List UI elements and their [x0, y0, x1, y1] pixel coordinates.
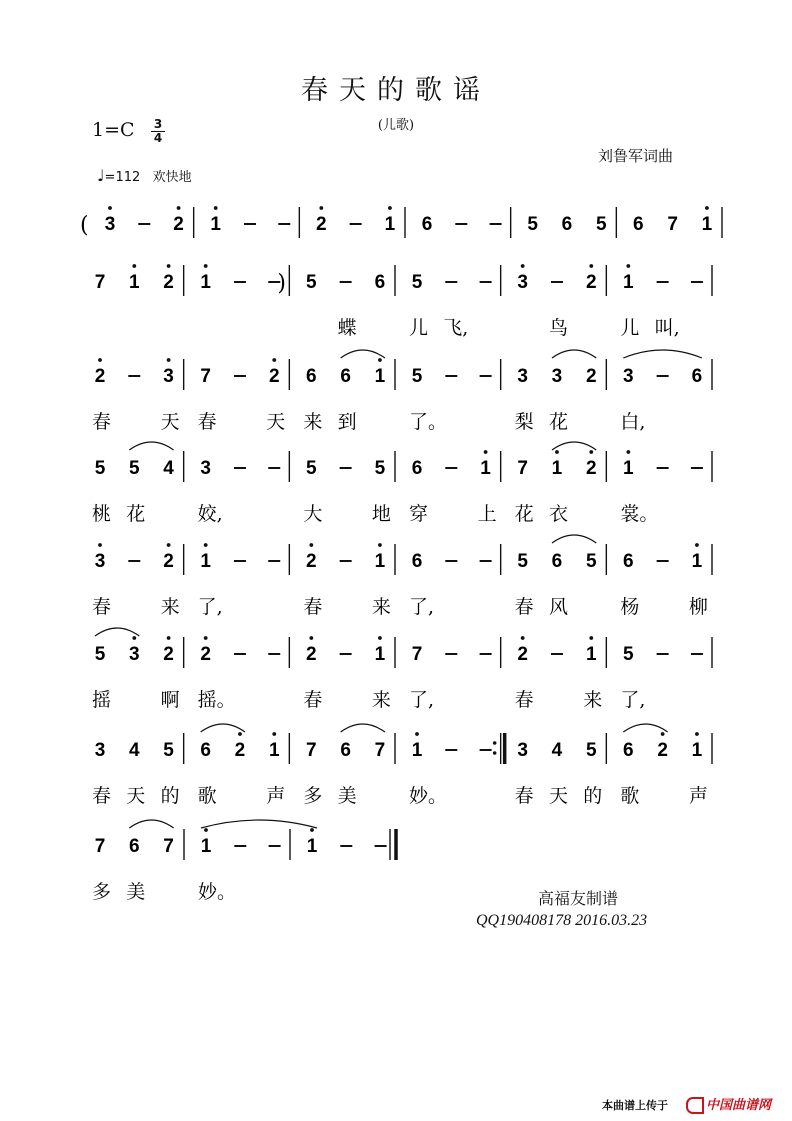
lyric-word: 春 [303, 596, 323, 618]
lyric-word: 美 [337, 785, 357, 807]
note-number: 5 [585, 740, 597, 761]
octave-dot [589, 636, 593, 640]
lyric-word: 穿 [409, 503, 429, 525]
octave-dot [204, 264, 208, 268]
note-number: 6 [623, 740, 634, 761]
note-number: 5 [595, 214, 607, 235]
lyric-word: 白, [620, 411, 646, 433]
song-title: 春天的歌谣 [301, 75, 491, 106]
octave-dot [415, 732, 419, 736]
lyric-word: 地 [371, 503, 391, 525]
octave-dot [309, 636, 313, 640]
lyric-word: 春 [197, 411, 217, 433]
note-number: 5 [623, 644, 634, 665]
note-number: 7 [163, 836, 174, 857]
tempo-value: =112 [104, 170, 141, 185]
lyric-word: 春 [514, 785, 534, 807]
note-number: 4 [551, 740, 563, 761]
octave-dot [589, 264, 593, 268]
lyric-word: 妙。 [409, 785, 448, 807]
lyric-word: 花 [548, 411, 568, 433]
lyric-word: 歌 [620, 785, 640, 807]
note-number: 3 [163, 366, 174, 387]
site-logo-icon [686, 1097, 704, 1114]
close-paren: ) [277, 271, 286, 296]
lyric-word: 春 [92, 785, 112, 807]
note-number: 5 [94, 644, 106, 665]
octave-dot [378, 543, 382, 547]
note-number: 3 [104, 214, 116, 235]
lyric-word: 裳。 [620, 503, 659, 525]
lyric-word: 大 [303, 503, 323, 525]
note-number: 1 [200, 836, 212, 857]
note-number: 2 [517, 644, 528, 665]
lyric-word: 天 [160, 411, 180, 433]
note-number: 2 [306, 644, 317, 665]
note-number: 3 [94, 740, 106, 761]
lyric-word: 飞, [443, 317, 469, 339]
octave-dot [204, 828, 208, 832]
repeat-dot [493, 751, 497, 755]
note-number: 5 [306, 458, 317, 479]
octave-dot [272, 358, 276, 362]
note-number: 1 [411, 740, 423, 761]
note-number: 1 [623, 272, 634, 293]
octave-dot [626, 450, 630, 454]
note-number: 3 [517, 272, 528, 293]
lyric-word: 摇 [92, 689, 112, 711]
note-number: 2 [200, 644, 211, 665]
note-number: 7 [374, 740, 386, 761]
note-number: 7 [94, 272, 106, 293]
note-number: 6 [691, 366, 703, 387]
note-number: 7 [667, 214, 678, 235]
note-number: 1 [210, 214, 221, 235]
song-subtitle: (儿歌) [377, 118, 415, 133]
lyric-word: 姣, [197, 503, 223, 525]
lyric-word: 桃 [92, 503, 112, 525]
lyric-word: 天 [126, 785, 146, 807]
lyric-word: 春 [514, 689, 534, 711]
octave-dot [167, 264, 171, 268]
site-logo-text: 中国曲谱网 [706, 1098, 772, 1113]
note-number: 2 [585, 272, 597, 293]
lyric-word: 衣 [548, 503, 568, 525]
note-number: 6 [374, 272, 386, 293]
octave-dot [272, 732, 276, 736]
note-number: 1 [374, 644, 386, 665]
note-number: 1 [374, 366, 386, 387]
lyric-word: 来 [583, 689, 603, 711]
lyric-word: 天 [548, 785, 568, 807]
slur-curve [623, 724, 667, 732]
octave-dot [309, 543, 313, 547]
time-signature-bottom: 4 [151, 131, 165, 145]
open-paren: ( [80, 213, 89, 238]
octave-dot [167, 543, 171, 547]
lyric-word: 天 [266, 411, 286, 433]
octave-dot [626, 264, 630, 268]
note-number: 6 [340, 366, 351, 387]
quarter-note-icon: ♩ [97, 166, 105, 185]
octave-dot [98, 543, 102, 547]
lyric-word: 蝶 [337, 317, 357, 339]
lyric-word: 儿 [409, 317, 429, 339]
octave-dot [167, 358, 171, 362]
slur-curve [552, 535, 596, 543]
lyric-word: 来 [371, 596, 391, 618]
note-number: 7 [200, 366, 211, 387]
lyric-word: 叫, [654, 317, 680, 339]
note-number: 1 [585, 644, 597, 665]
octave-dot [319, 206, 323, 210]
note-number: 6 [411, 551, 423, 572]
note-number: 3 [200, 458, 211, 479]
note-number: 7 [94, 836, 106, 857]
slur-curve [341, 724, 385, 732]
repeat-dot [493, 741, 497, 745]
lyric-word: 杨 [620, 596, 640, 618]
octave-dot [177, 206, 181, 210]
octave-dot [204, 543, 208, 547]
note-number: 6 [200, 740, 211, 761]
octave-dot [695, 732, 699, 736]
note-number: 6 [340, 740, 351, 761]
octave-dot [310, 828, 314, 832]
lyric-word: 上 [477, 503, 497, 525]
note-number: 3 [623, 366, 634, 387]
lyric-word: 春 [92, 596, 112, 618]
lyric-word: 来 [303, 411, 323, 433]
note-number: 1 [200, 551, 211, 572]
octave-dot [705, 206, 709, 210]
octave-dot [108, 206, 112, 210]
octave-dot [661, 732, 665, 736]
note-number: 1 [268, 740, 280, 761]
octave-dot [214, 206, 218, 210]
slur-curve [341, 350, 385, 358]
note-number: 1 [701, 214, 713, 235]
note-number: 6 [551, 551, 563, 572]
slur-curve [201, 820, 317, 828]
note-number: 1 [384, 214, 396, 235]
note-number: 4 [163, 458, 174, 479]
note-number: 2 [585, 458, 597, 479]
note-number: 5 [527, 214, 538, 235]
note-number: 5 [94, 458, 106, 479]
lyric-word: 多 [303, 785, 323, 807]
note-number: 4 [129, 740, 140, 761]
lyric-word: 啊 [160, 689, 180, 711]
lyric-word: 到 [337, 411, 357, 433]
octave-dot [484, 450, 488, 454]
lyric-word: 声 [688, 785, 708, 807]
lyric-word: 了, [197, 596, 223, 618]
key-signature: 1=C [92, 119, 135, 141]
octave-dot [521, 636, 525, 640]
slur-curve [129, 442, 173, 450]
lyric-word: 来 [160, 596, 180, 618]
lyric-word: 来 [371, 689, 391, 711]
note-number: 5 [517, 551, 528, 572]
slur-curve [552, 442, 596, 450]
octave-dot [378, 358, 382, 362]
upload-note: 本曲谱上传于 [602, 1099, 668, 1112]
note-number: 5 [306, 272, 317, 293]
note-number: 6 [633, 214, 644, 235]
note-number: 2 [316, 214, 327, 235]
lyric-word: 了。 [409, 411, 448, 433]
transcriber-credit: 高福友制谱 [538, 889, 619, 908]
note-number: 7 [517, 458, 528, 479]
note-number: 2 [306, 551, 317, 572]
slur-curve [201, 724, 245, 732]
note-number: 5 [163, 740, 174, 761]
lyric-word: 花 [514, 503, 534, 525]
lyric-word: 妙。 [198, 881, 237, 903]
site-logo [686, 1094, 771, 1114]
lyric-word: 儿 [620, 317, 640, 339]
octave-dot [388, 206, 392, 210]
lyric-word: 的 [160, 785, 180, 807]
note-number: 3 [94, 551, 106, 572]
octave-dot [204, 636, 208, 640]
contact-and-date: QQ190408178 2016.03.23 [476, 912, 648, 929]
note-number: 2 [585, 366, 597, 387]
note-number: 2 [268, 366, 280, 387]
note-number: 3 [517, 740, 528, 761]
octave-dot [238, 732, 242, 736]
note-number: 1 [480, 458, 491, 479]
octave-dot [132, 264, 136, 268]
note-number: 3 [517, 366, 528, 387]
octave-dot [98, 358, 102, 362]
note-number: 7 [306, 740, 317, 761]
note-number: 6 [421, 214, 433, 235]
note-number: 2 [163, 644, 174, 665]
note-number: 2 [173, 214, 184, 235]
octave-dot [589, 450, 593, 454]
note-number: 1 [129, 272, 140, 293]
note-number: 2 [163, 272, 174, 293]
note-number: 2 [163, 551, 174, 572]
lyric-word: 摇。 [197, 689, 236, 711]
note-number: 1 [691, 740, 703, 761]
lyric-word: 歌 [197, 785, 217, 807]
lyric-word: 了, [620, 689, 646, 711]
lyric-word: 的 [583, 785, 603, 807]
note-number: 6 [561, 214, 573, 235]
note-number: 7 [411, 644, 423, 665]
note-number: 6 [306, 366, 317, 387]
note-number: 1 [551, 458, 563, 479]
lyric-word: 美 [126, 881, 146, 903]
lyric-word: 风 [548, 596, 568, 618]
octave-dot [167, 636, 171, 640]
note-number: 3 [129, 644, 140, 665]
lyric-word: 了, [409, 596, 435, 618]
note-number: 1 [200, 272, 211, 293]
note-number: 2 [234, 740, 246, 761]
lyric-word: 声 [266, 785, 286, 807]
note-number: 1 [374, 551, 386, 572]
tempo-text: 欢快地 [152, 170, 192, 185]
lyric-word: 多 [92, 881, 112, 903]
slur-curve [129, 820, 173, 828]
octave-dot [521, 264, 525, 268]
lyric-word: 鸟 [548, 317, 568, 339]
note-number: 1 [306, 836, 318, 857]
note-number: 6 [623, 551, 634, 572]
note-number: 5 [374, 458, 386, 479]
lyric-word: 柳 [688, 596, 708, 618]
lyric-word: 春 [92, 411, 112, 433]
lyric-word: 了, [409, 689, 435, 711]
octave-dot [378, 636, 382, 640]
note-number: 1 [623, 458, 634, 479]
note-number: 3 [551, 366, 563, 387]
time-signature-top: 3 [153, 117, 163, 131]
note-number: 2 [657, 740, 668, 761]
note-number: 5 [411, 366, 423, 387]
note-number: 5 [585, 551, 597, 572]
octave-dot [132, 636, 136, 640]
slur-curve [552, 350, 596, 358]
slur-curve [95, 628, 139, 636]
lyric-word: 花 [126, 503, 146, 525]
lyric-word: 梨 [514, 411, 534, 433]
lyric-word: 春 [303, 689, 323, 711]
note-number: 6 [411, 458, 423, 479]
note-number: 5 [411, 272, 423, 293]
octave-dot [555, 450, 559, 454]
lyric-word: 春 [514, 596, 534, 618]
slur-curve [623, 350, 702, 358]
note-number: 6 [129, 836, 140, 857]
note-number: 1 [691, 551, 703, 572]
note-number: 2 [94, 366, 106, 387]
note-number: 5 [129, 458, 140, 479]
octave-dot [695, 543, 699, 547]
author-credit: 刘鲁军词曲 [598, 147, 674, 165]
